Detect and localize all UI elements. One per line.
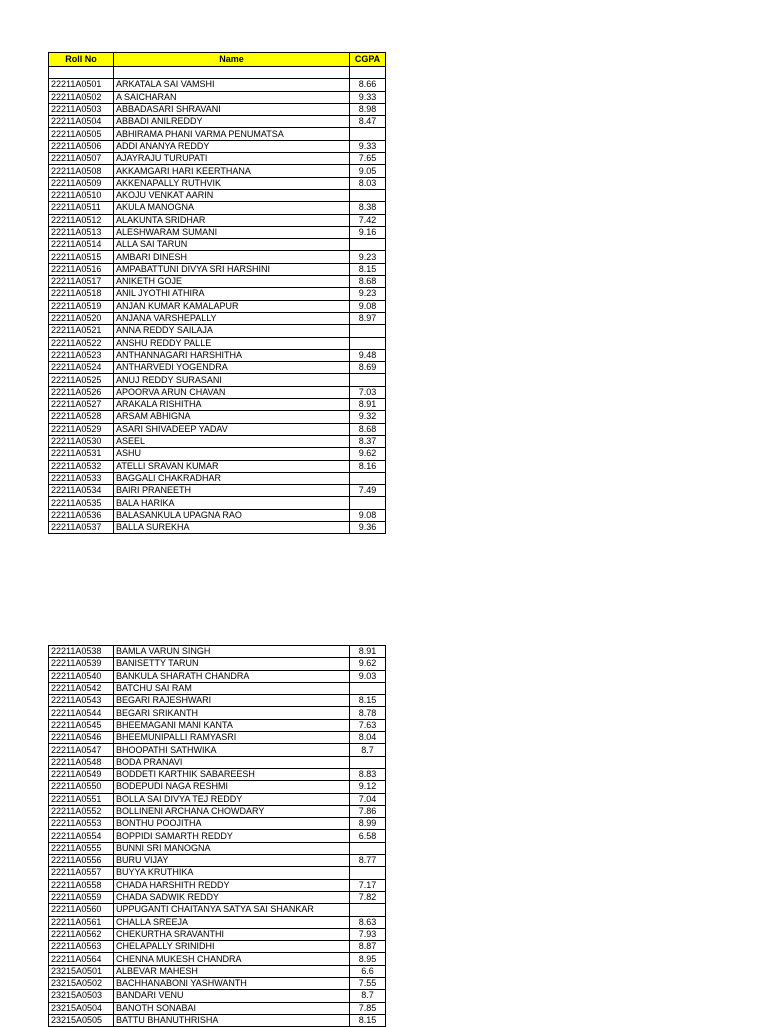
roll-no-cell: 22211A0529 bbox=[49, 423, 114, 435]
name-cell: BEGARI SRIKANTH bbox=[114, 707, 350, 719]
name-cell: ALLA SAI TARUN bbox=[114, 239, 350, 251]
cgpa-cell: 7.42 bbox=[350, 214, 386, 226]
blank-cell bbox=[350, 67, 386, 79]
table-row bbox=[49, 695, 386, 707]
cgpa-cell bbox=[350, 128, 386, 140]
cgpa-cell: 8.97 bbox=[350, 312, 386, 324]
table-row bbox=[49, 805, 386, 817]
cgpa-cell: 8.63 bbox=[350, 916, 386, 928]
name-cell: BACHHANABONI YASHWANTH bbox=[114, 978, 350, 990]
cgpa-cell: 8.68 bbox=[350, 276, 386, 288]
cgpa-cell: 8.83 bbox=[350, 768, 386, 780]
cgpa-cell bbox=[350, 325, 386, 337]
roll-no-cell: 23215A0503 bbox=[49, 990, 114, 1002]
cgpa-cell: 8.03 bbox=[350, 177, 386, 189]
cgpa-cell: 8.99 bbox=[350, 818, 386, 830]
name-cell: CHELAPALLY SRINIDHI bbox=[114, 941, 350, 953]
roll-no-cell: 22211A0554 bbox=[49, 830, 114, 842]
roll-no-cell: 22211A0547 bbox=[49, 744, 114, 756]
roll-no-cell: 22211A0560 bbox=[49, 904, 114, 916]
cgpa-cell: 7.65 bbox=[350, 153, 386, 165]
roll-no-cell: 22211A0526 bbox=[49, 386, 114, 398]
roll-no-cell: 22211A0518 bbox=[49, 288, 114, 300]
table-row bbox=[49, 325, 386, 337]
roll-no-cell: 22211A0525 bbox=[49, 374, 114, 386]
roll-no-cell: 23215A0504 bbox=[49, 1002, 114, 1014]
cgpa-cell bbox=[350, 904, 386, 916]
roll-no-cell: 22211A0558 bbox=[49, 879, 114, 891]
table-row bbox=[49, 646, 386, 658]
table-row bbox=[49, 472, 386, 484]
table-row bbox=[49, 719, 386, 731]
cgpa-cell: 8.16 bbox=[350, 460, 386, 472]
roll-no-cell: 22211A0509 bbox=[49, 177, 114, 189]
name-cell: BODA PRANAVI bbox=[114, 756, 350, 768]
roll-no-cell: 22211A0517 bbox=[49, 276, 114, 288]
name-cell: AJAYRAJU TURUPATI bbox=[114, 153, 350, 165]
roll-no-cell: 22211A0533 bbox=[49, 472, 114, 484]
blank-cell bbox=[114, 67, 350, 79]
roll-no-cell: 22211A0540 bbox=[49, 670, 114, 682]
table-row bbox=[49, 399, 386, 411]
roll-no-cell: 22211A0527 bbox=[49, 399, 114, 411]
name-cell: BAMLA VARUN SINGH bbox=[114, 646, 350, 658]
cgpa-cell: 9.08 bbox=[350, 509, 386, 521]
roll-no-cell: 22211A0524 bbox=[49, 362, 114, 374]
roll-no-cell: 22211A0561 bbox=[49, 916, 114, 928]
cgpa-cell bbox=[350, 682, 386, 694]
table-row bbox=[49, 435, 386, 447]
roll-no-cell: 22211A0546 bbox=[49, 732, 114, 744]
roll-no-cell: 22211A0538 bbox=[49, 646, 114, 658]
roll-no-cell: 22211A0508 bbox=[49, 165, 114, 177]
results-table-2 bbox=[48, 645, 386, 1027]
table-row bbox=[49, 744, 386, 756]
roll-no-cell: 22211A0532 bbox=[49, 460, 114, 472]
table-row bbox=[49, 855, 386, 867]
roll-no-cell: 22211A0535 bbox=[49, 497, 114, 509]
table-row bbox=[49, 682, 386, 694]
name-cell: CHADA SADWIK REDDY bbox=[114, 891, 350, 903]
name-cell: ARSAM ABHIGNA bbox=[114, 411, 350, 423]
table-row bbox=[49, 165, 386, 177]
cgpa-cell: 8.38 bbox=[350, 202, 386, 214]
cgpa-cell: 9.08 bbox=[350, 300, 386, 312]
cgpa-cell: 9.05 bbox=[350, 165, 386, 177]
name-cell: BAGGALI CHAKRADHAR bbox=[114, 472, 350, 484]
table-row bbox=[49, 879, 386, 891]
roll-no-cell: 22211A0542 bbox=[49, 682, 114, 694]
name-cell: CHENNA MUKESH CHANDRA bbox=[114, 953, 350, 965]
table-row bbox=[49, 300, 386, 312]
roll-no-cell: 22211A0557 bbox=[49, 867, 114, 879]
cgpa-cell bbox=[350, 842, 386, 854]
roll-no-cell: 22211A0562 bbox=[49, 928, 114, 940]
cgpa-cell: 8.77 bbox=[350, 855, 386, 867]
roll-no-cell: 22211A0553 bbox=[49, 818, 114, 830]
name-cell: BALLA SUREKHA bbox=[114, 521, 350, 533]
header-cgpa: CGPA bbox=[350, 53, 386, 67]
table-2-body bbox=[49, 646, 386, 1027]
cgpa-cell: 8.68 bbox=[350, 423, 386, 435]
roll-no-cell: 22211A0501 bbox=[49, 79, 114, 91]
name-cell: ALBEVAR MAHESH bbox=[114, 965, 350, 977]
roll-no-cell: 22211A0555 bbox=[49, 842, 114, 854]
cgpa-cell: 7.93 bbox=[350, 928, 386, 940]
roll-no-cell: 22211A0514 bbox=[49, 239, 114, 251]
cgpa-cell: 7.85 bbox=[350, 1002, 386, 1014]
table-row bbox=[49, 276, 386, 288]
name-cell: ANTHANNAGARI HARSHITHA bbox=[114, 349, 350, 361]
table-row bbox=[49, 128, 386, 140]
name-cell: ASARI SHIVADEEP YADAV bbox=[114, 423, 350, 435]
cgpa-cell: 7.17 bbox=[350, 879, 386, 891]
cgpa-cell: 8.95 bbox=[350, 953, 386, 965]
name-cell: AMBARI DINESH bbox=[114, 251, 350, 263]
cgpa-cell bbox=[350, 497, 386, 509]
name-cell: ANIL JYOTHI ATHIRA bbox=[114, 288, 350, 300]
cgpa-cell: 8.37 bbox=[350, 435, 386, 447]
table-row bbox=[49, 214, 386, 226]
table-row bbox=[49, 658, 386, 670]
name-cell: BHEEMUNIPALLI RAMYASRI bbox=[114, 732, 350, 744]
roll-no-cell: 22211A0559 bbox=[49, 891, 114, 903]
name-cell: ALESHWARAM SUMANI bbox=[114, 226, 350, 238]
name-cell: BONTHU POOJITHA bbox=[114, 818, 350, 830]
roll-no-cell: 22211A0550 bbox=[49, 781, 114, 793]
cgpa-cell: 7.49 bbox=[350, 485, 386, 497]
table-row bbox=[49, 153, 386, 165]
name-cell: ASHU bbox=[114, 448, 350, 460]
table-row bbox=[49, 226, 386, 238]
cgpa-cell: 8.98 bbox=[350, 103, 386, 115]
roll-no-cell: 22211A0502 bbox=[49, 91, 114, 103]
header-roll-no: Roll No bbox=[49, 53, 114, 67]
table-row bbox=[49, 189, 386, 201]
name-cell: BODEPUDI NAGA RESHMI bbox=[114, 781, 350, 793]
name-cell: ANUJ REDDY SURASANI bbox=[114, 374, 350, 386]
cgpa-cell bbox=[350, 189, 386, 201]
roll-no-cell: 22211A0522 bbox=[49, 337, 114, 349]
name-cell: BANKULA SHARATH CHANDRA bbox=[114, 670, 350, 682]
roll-no-cell: 22211A0536 bbox=[49, 509, 114, 521]
roll-no-cell: 22211A0545 bbox=[49, 719, 114, 731]
table-row bbox=[49, 978, 386, 990]
table-row bbox=[49, 830, 386, 842]
blank-row bbox=[49, 67, 386, 79]
name-cell: ALAKUNTA SRIDHAR bbox=[114, 214, 350, 226]
table-row bbox=[49, 497, 386, 509]
cgpa-cell: 8.15 bbox=[350, 263, 386, 275]
name-cell: BAIRI PRANEETH bbox=[114, 485, 350, 497]
roll-no-cell: 22211A0504 bbox=[49, 116, 114, 128]
name-cell: ADDI ANANYA REDDY bbox=[114, 140, 350, 152]
cgpa-cell: 9.23 bbox=[350, 251, 386, 263]
name-cell: ANTHARVEDI YOGENDRA bbox=[114, 362, 350, 374]
roll-no-cell: 22211A0552 bbox=[49, 805, 114, 817]
cgpa-cell: 7.55 bbox=[350, 978, 386, 990]
table-row bbox=[49, 842, 386, 854]
roll-no-cell: 22211A0505 bbox=[49, 128, 114, 140]
name-cell: BANISETTY TARUN bbox=[114, 658, 350, 670]
roll-no-cell: 22211A0534 bbox=[49, 485, 114, 497]
cgpa-cell: 6.58 bbox=[350, 830, 386, 842]
cgpa-cell: 8.15 bbox=[350, 1014, 386, 1026]
table-row bbox=[49, 990, 386, 1002]
name-cell: BANDARI VENU bbox=[114, 990, 350, 1002]
cgpa-cell: 8.69 bbox=[350, 362, 386, 374]
name-cell: AKOJU VENKAT AARIN bbox=[114, 189, 350, 201]
cgpa-cell: 8.91 bbox=[350, 399, 386, 411]
roll-no-cell: 22211A0513 bbox=[49, 226, 114, 238]
name-cell: BATTU BHANUTHRISHA bbox=[114, 1014, 350, 1026]
cgpa-cell: 9.32 bbox=[350, 411, 386, 423]
name-cell: UPPUGANTI CHAITANYA SATYA SAI SHANKAR bbox=[114, 904, 350, 916]
table-row bbox=[49, 916, 386, 928]
cgpa-cell: 8.47 bbox=[350, 116, 386, 128]
table-row bbox=[49, 509, 386, 521]
table-row bbox=[49, 867, 386, 879]
table-row bbox=[49, 103, 386, 115]
name-cell: BUYYA KRUTHIKA bbox=[114, 867, 350, 879]
table-row bbox=[49, 91, 386, 103]
name-cell: ABBADI ANILREDDY bbox=[114, 116, 350, 128]
name-cell: BALA HARIKA bbox=[114, 497, 350, 509]
roll-no-cell: 22211A0551 bbox=[49, 793, 114, 805]
cgpa-cell bbox=[350, 239, 386, 251]
roll-no-cell: 22211A0511 bbox=[49, 202, 114, 214]
table-row bbox=[49, 251, 386, 263]
name-cell: BOPPIDI SAMARTH REDDY bbox=[114, 830, 350, 842]
cgpa-cell: 7.63 bbox=[350, 719, 386, 731]
cgpa-cell: 8.91 bbox=[350, 646, 386, 658]
table-row bbox=[49, 337, 386, 349]
cgpa-cell: 9.12 bbox=[350, 781, 386, 793]
name-cell: CHEKURTHA SRAVANTHI bbox=[114, 928, 350, 940]
roll-no-cell: 23215A0501 bbox=[49, 965, 114, 977]
roll-no-cell: 22211A0521 bbox=[49, 325, 114, 337]
name-cell: ANSHU REDDY PALLE bbox=[114, 337, 350, 349]
roll-no-cell: 23215A0505 bbox=[49, 1014, 114, 1026]
cgpa-cell: 7.86 bbox=[350, 805, 386, 817]
results-table-1 bbox=[48, 52, 386, 534]
roll-no-cell: 22211A0531 bbox=[49, 448, 114, 460]
table-row bbox=[49, 140, 386, 152]
name-cell: ANIKETH GOJE bbox=[114, 276, 350, 288]
table-row bbox=[49, 891, 386, 903]
name-cell: ANJAN KUMAR KAMALAPUR bbox=[114, 300, 350, 312]
table-row bbox=[49, 79, 386, 91]
cgpa-cell bbox=[350, 756, 386, 768]
table-row bbox=[49, 670, 386, 682]
name-cell: ABBADASARI SHRAVANI bbox=[114, 103, 350, 115]
roll-no-cell: 22211A0507 bbox=[49, 153, 114, 165]
roll-no-cell: 22211A0548 bbox=[49, 756, 114, 768]
cgpa-cell: 8.87 bbox=[350, 941, 386, 953]
name-cell: AKULA MANOGNA bbox=[114, 202, 350, 214]
table-row bbox=[49, 485, 386, 497]
table-row bbox=[49, 928, 386, 940]
table-row bbox=[49, 362, 386, 374]
cgpa-cell: 9.16 bbox=[350, 226, 386, 238]
roll-no-cell: 22211A0523 bbox=[49, 349, 114, 361]
cgpa-cell: 8.66 bbox=[350, 79, 386, 91]
cgpa-cell: 7.04 bbox=[350, 793, 386, 805]
cgpa-cell: 8.7 bbox=[350, 744, 386, 756]
roll-no-cell: 22211A0539 bbox=[49, 658, 114, 670]
roll-no-cell: 22211A0519 bbox=[49, 300, 114, 312]
roll-no-cell: 22211A0515 bbox=[49, 251, 114, 263]
name-cell: BOLLA SAI DIVYA TEJ REDDY bbox=[114, 793, 350, 805]
table-row bbox=[49, 349, 386, 361]
table-row bbox=[49, 953, 386, 965]
name-cell: AMPABATTUNI DIVYA SRI HARSHINI bbox=[114, 263, 350, 275]
roll-no-cell: 22211A0516 bbox=[49, 263, 114, 275]
cgpa-cell: 8.15 bbox=[350, 695, 386, 707]
table-row bbox=[49, 965, 386, 977]
table-row bbox=[49, 239, 386, 251]
name-cell: BALASANKULA UPAGNA RAO bbox=[114, 509, 350, 521]
table-row bbox=[49, 1014, 386, 1026]
cgpa-cell: 9.23 bbox=[350, 288, 386, 300]
cgpa-cell bbox=[350, 374, 386, 386]
roll-no-cell: 22211A0564 bbox=[49, 953, 114, 965]
cgpa-cell: 9.03 bbox=[350, 670, 386, 682]
roll-no-cell: 22211A0543 bbox=[49, 695, 114, 707]
cgpa-cell bbox=[350, 867, 386, 879]
cgpa-cell: 8.78 bbox=[350, 707, 386, 719]
roll-no-cell: 22211A0537 bbox=[49, 521, 114, 533]
table-row bbox=[49, 756, 386, 768]
table-row bbox=[49, 521, 386, 533]
name-cell: ANJANA VARSHEPALLY bbox=[114, 312, 350, 324]
table-row bbox=[49, 781, 386, 793]
name-cell: BANOTH SONABAI bbox=[114, 1002, 350, 1014]
roll-no-cell: 22211A0556 bbox=[49, 855, 114, 867]
cgpa-cell: 9.33 bbox=[350, 140, 386, 152]
table-row bbox=[49, 386, 386, 398]
table-row bbox=[49, 423, 386, 435]
roll-no-cell: 22211A0510 bbox=[49, 189, 114, 201]
table-row bbox=[49, 116, 386, 128]
name-cell: ARKATALA SAI VAMSHI bbox=[114, 79, 350, 91]
table-row bbox=[49, 904, 386, 916]
cgpa-cell: 9.33 bbox=[350, 91, 386, 103]
roll-no-cell: 22211A0549 bbox=[49, 768, 114, 780]
blank-cell bbox=[49, 67, 114, 79]
table-row bbox=[49, 263, 386, 275]
name-cell: AKKAMGARI HARI KEERTHANA bbox=[114, 165, 350, 177]
cgpa-cell: 8.04 bbox=[350, 732, 386, 744]
table-1-body bbox=[49, 67, 386, 534]
cgpa-cell bbox=[350, 337, 386, 349]
name-cell: BHEEMAGANI MANI KANTA bbox=[114, 719, 350, 731]
name-cell: ATELLI SRAVAN KUMAR bbox=[114, 460, 350, 472]
table-row bbox=[49, 707, 386, 719]
header-name: Name bbox=[114, 53, 350, 67]
table-row bbox=[49, 177, 386, 189]
name-cell: BURU VIJAY bbox=[114, 855, 350, 867]
table-row bbox=[49, 202, 386, 214]
name-cell: CHALLA SREEJA bbox=[114, 916, 350, 928]
cgpa-cell bbox=[350, 472, 386, 484]
name-cell: ANNA REDDY SAILAJA bbox=[114, 325, 350, 337]
name-cell: A SAICHARAN bbox=[114, 91, 350, 103]
table-row bbox=[49, 411, 386, 423]
table-row bbox=[49, 312, 386, 324]
name-cell: BATCHU SAI RAM bbox=[114, 682, 350, 694]
name-cell: BUNNI SRI MANOGNA bbox=[114, 842, 350, 854]
roll-no-cell: 22211A0503 bbox=[49, 103, 114, 115]
header-row bbox=[49, 53, 386, 67]
table-row bbox=[49, 1002, 386, 1014]
roll-no-cell: 23215A0502 bbox=[49, 978, 114, 990]
cgpa-cell: 8.7 bbox=[350, 990, 386, 1002]
name-cell: ABHIRAMA PHANI VARMA PENUMATSA bbox=[114, 128, 350, 140]
cgpa-cell: 9.48 bbox=[350, 349, 386, 361]
name-cell: ASEEL bbox=[114, 435, 350, 447]
table-row bbox=[49, 732, 386, 744]
name-cell: BODDETI KARTHIK SABAREESH bbox=[114, 768, 350, 780]
cgpa-cell: 9.36 bbox=[350, 521, 386, 533]
cgpa-cell: 9.62 bbox=[350, 448, 386, 460]
table-row bbox=[49, 374, 386, 386]
cgpa-cell: 6.6 bbox=[350, 965, 386, 977]
cgpa-cell: 7.03 bbox=[350, 386, 386, 398]
name-cell: ARAKALA RISHITHA bbox=[114, 399, 350, 411]
table-row bbox=[49, 448, 386, 460]
name-cell: APOORVA ARUN CHAVAN bbox=[114, 386, 350, 398]
roll-no-cell: 22211A0512 bbox=[49, 214, 114, 226]
name-cell: AKKENAPALLY RUTHVIK bbox=[114, 177, 350, 189]
roll-no-cell: 22211A0563 bbox=[49, 941, 114, 953]
cgpa-cell: 9.62 bbox=[350, 658, 386, 670]
name-cell: BHOOPATHI SATHWIKA bbox=[114, 744, 350, 756]
roll-no-cell: 22211A0544 bbox=[49, 707, 114, 719]
name-cell: BOLLINENI ARCHANA CHOWDARY bbox=[114, 805, 350, 817]
table-row bbox=[49, 793, 386, 805]
cgpa-cell: 7.82 bbox=[350, 891, 386, 903]
table-row bbox=[49, 818, 386, 830]
name-cell: CHADA HARSHITH REDDY bbox=[114, 879, 350, 891]
table-row bbox=[49, 941, 386, 953]
name-cell: BEGARI RAJESHWARI bbox=[114, 695, 350, 707]
table-row bbox=[49, 768, 386, 780]
roll-no-cell: 22211A0520 bbox=[49, 312, 114, 324]
roll-no-cell: 22211A0530 bbox=[49, 435, 114, 447]
table-row bbox=[49, 288, 386, 300]
roll-no-cell: 22211A0506 bbox=[49, 140, 114, 152]
roll-no-cell: 22211A0528 bbox=[49, 411, 114, 423]
table-row bbox=[49, 460, 386, 472]
